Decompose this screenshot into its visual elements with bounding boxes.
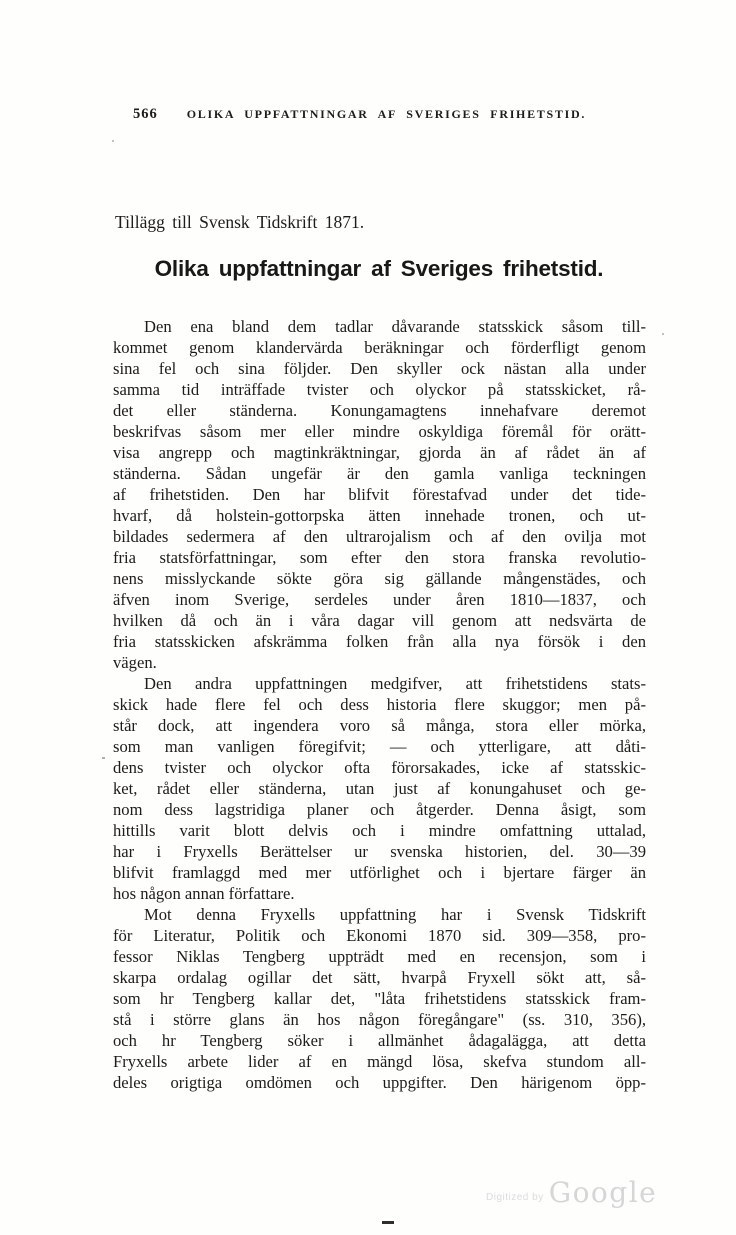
text-line: skick hade flere fel och dess historia flere skuggor; men på- [113, 695, 646, 714]
google-watermark [486, 1176, 657, 1209]
text-line: Den andra uppfattningen medgifver, att frihetstidens stats- [144, 674, 646, 693]
scan-speck [112, 140, 114, 142]
edition-note: Tillägg till Svensk Tidskrift 1871. [115, 212, 365, 232]
text-line: ständerna. Sådan ungefär är den gamla vanliga teckningen [113, 464, 646, 483]
page-bottom-dash [382, 1221, 394, 1224]
text-line: samma tid inträffade tvister och olyckor på statsskicket, rå- [113, 380, 646, 399]
text-line: Mot denna Fryxells uppfattning har i Svensk Tidskrift [144, 905, 646, 924]
running-title: OLIKA UPPFATTNINGAR AF SVERIGES FRIHETSTID. [186, 107, 587, 121]
text-line: för Literatur, Politik och Ekonomi 1870 sid. 309—358, pro- [113, 926, 646, 945]
text-line: dens tvister och olyckor ofta förorsakades, icke af statsskic- [113, 758, 646, 777]
text-line: skarpa ordalag ogillar det sätt, hvarpå Fryxell sökt att, så- [113, 968, 646, 987]
google-logo: Google [548, 1176, 658, 1209]
paragraph-3 [113, 904, 646, 1093]
text-line: stå i större glans än hos någon föregångare" (ss. 310, 356), [113, 1010, 646, 1029]
text-line: sina fel och sina följder. Den skyller ock nästan alla under [113, 359, 646, 378]
text-line: som man vanligen föregifvit; — och ytterligare, att dåti- [113, 737, 646, 756]
text-line: det eller ständerna. Konungamagtens innehafvare deremot [113, 401, 646, 420]
text-line: hvarf, då holstein-gottorpska ätten innehade tronen, och ut- [113, 506, 646, 525]
text-line: Fryxells arbete lider af en mängd lösa, skefva stundom all- [113, 1052, 646, 1071]
page-number: 566 [133, 106, 158, 122]
text-line: visa angrepp och magtinkräktningar, gjorda än af rådet än af [113, 443, 646, 462]
text-line: och hr Tengberg söker i allmänhet ådagalägga, att detta [113, 1031, 646, 1050]
text-line: hos någon annan författare. [113, 884, 295, 903]
text-line: fria statsskicken afskrämma folken från alla nya försök i den [113, 632, 646, 651]
text-line: nom dess lagstridiga planer och åtgerder. Denna åsigt, som [113, 800, 646, 819]
text-line: Den ena bland dem tadlar dåvarande statsskick såsom till- [144, 317, 646, 336]
text-line: deles origtiga omdömen och uppgifter. Den härigenom öpp- [113, 1073, 646, 1092]
text-line: beskrifvas såsom mer eller mindre oskyldiga föremål för orätt- [113, 422, 646, 441]
paragraph-2 [113, 673, 646, 904]
running-header [133, 106, 586, 123]
text-line: har i Fryxells Berättelser ur svenska historien, del. 30—39 [113, 842, 646, 861]
text-line: blifvit framlaggd med mer utförlighet och i bjertare färger än [113, 863, 646, 882]
paragraph-1 [113, 316, 646, 673]
article-title: Olika uppfattningar af Sveriges frihetstid. [154, 256, 604, 281]
text-line: hvilken då och än i våra dagar vill genom att nedsvärta de [113, 611, 646, 630]
text-line: äfven inom Sverige, serdeles under åren 1810—1837, och [113, 590, 646, 609]
text-line: står dock, att ingendera voro så många, stora eller mörka, [113, 716, 646, 735]
scan-speck [102, 757, 105, 759]
text-line: hittills varit blott delvis och i mindre omfattning uttalad, [113, 821, 646, 840]
text-line: vägen. [113, 653, 157, 672]
text-line: kommet genom klandervärda beräkningar och förderfligt genom [113, 338, 646, 357]
text-line: som hr Tengberg kallar det, "låta frihetstidens statsskick fram- [113, 989, 646, 1008]
text-line: nens misslyckande sökte göra sig gällande mångenstädes, och [113, 569, 646, 588]
text-line: ket, rådet eller ständerna, utan just af konungahuset och ge- [113, 779, 646, 798]
text-line: bildades sedermera af den ultrarojalism och af den ovilja mot [113, 527, 646, 546]
scan-speck [662, 333, 664, 335]
text-line: af frihetstiden. Den har blifvit förestafvad under det tide- [113, 485, 646, 504]
text-line: fria statsförfattningar, som efter den stora franska revolutio- [113, 548, 646, 567]
body-text [113, 316, 646, 1093]
text-line: fessor Niklas Tengberg uppträdt med en recensjon, som i [113, 947, 646, 966]
digitized-by-label: Digitized by [486, 1192, 544, 1203]
